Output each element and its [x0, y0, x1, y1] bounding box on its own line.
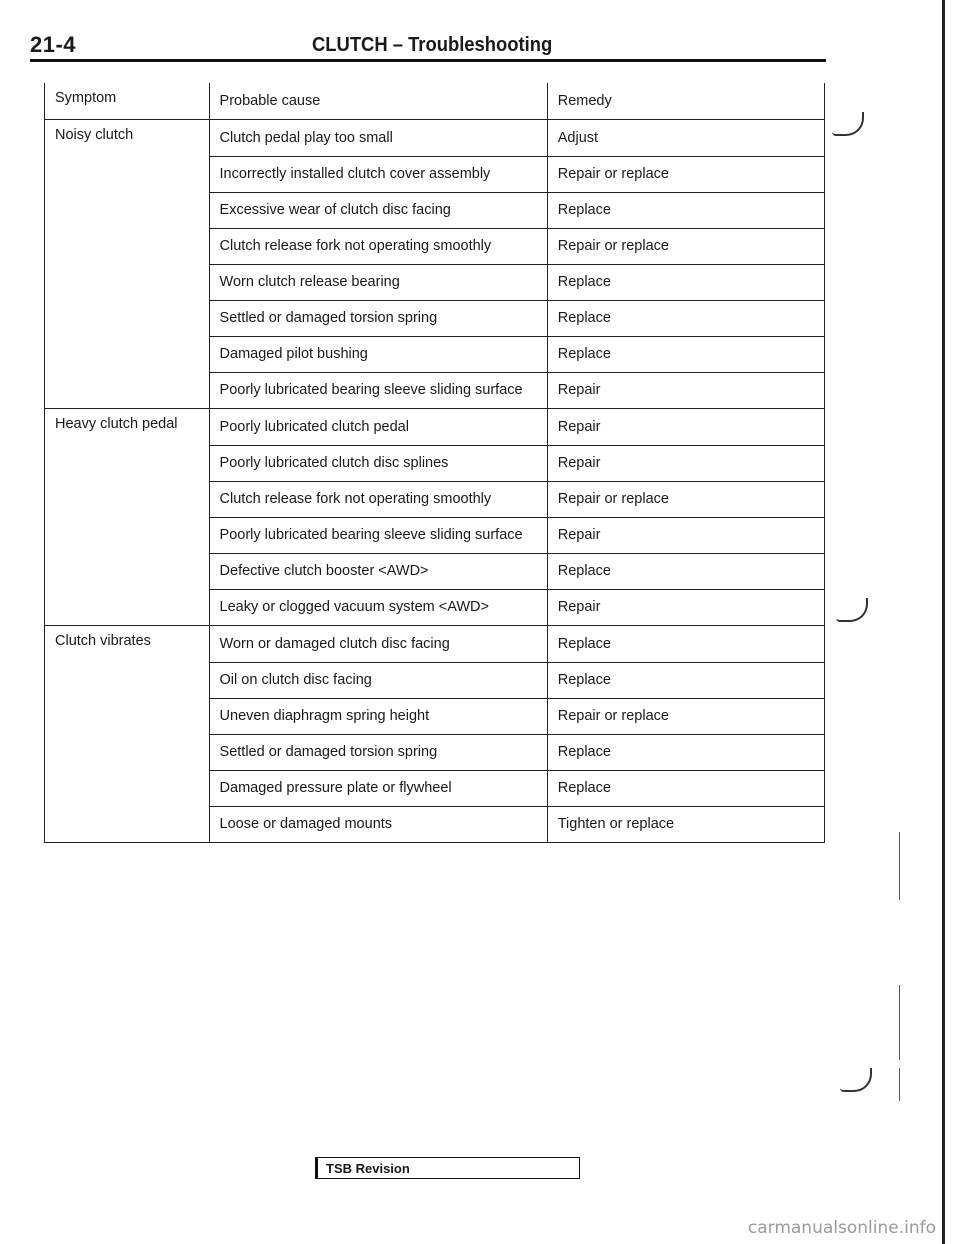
tsb-revision-box: TSB Revision — [315, 1157, 580, 1179]
troubleshooting-table — [44, 83, 825, 843]
remedy-cell: Replace — [547, 192, 824, 228]
table-row — [45, 734, 825, 770]
table-row — [45, 156, 825, 192]
margin-line — [899, 1068, 900, 1101]
column-header-remedy: Remedy — [547, 83, 824, 120]
symptom-cell — [45, 770, 210, 806]
table-row — [45, 589, 825, 626]
symptom-cell — [45, 192, 210, 228]
cause-cell: Worn or damaged clutch disc facing — [209, 626, 547, 663]
cause-cell: Damaged pressure plate or flywheel — [209, 770, 547, 806]
remedy-cell: Repair — [547, 372, 824, 409]
cause-cell: Defective clutch booster <AWD> — [209, 553, 547, 589]
troubleshooting-table-body — [45, 83, 825, 843]
remedy-cell: Replace — [547, 264, 824, 300]
cause-cell: Clutch release fork not operating smoothly — [209, 481, 547, 517]
remedy-cell: Replace — [547, 336, 824, 372]
symptom-cell: Clutch vibrates — [45, 626, 210, 663]
table-row — [45, 481, 825, 517]
table-row — [45, 120, 825, 157]
header-rule — [30, 59, 826, 62]
section-title: CLUTCH – Troubleshooting — [312, 34, 553, 56]
symptom-cell — [45, 445, 210, 481]
cause-cell: Loose or damaged mounts — [209, 806, 547, 843]
remedy-cell: Replace — [547, 734, 824, 770]
remedy-cell: Tighten or replace — [547, 806, 824, 843]
margin-mark — [836, 598, 868, 622]
column-header-cause: Probable cause — [209, 83, 547, 120]
cause-cell: Excessive wear of clutch disc facing — [209, 192, 547, 228]
cause-cell: Uneven diaphragm spring height — [209, 698, 547, 734]
symptom-cell — [45, 553, 210, 589]
table-row — [45, 228, 825, 264]
remedy-cell: Replace — [547, 300, 824, 336]
table-row — [45, 662, 825, 698]
cause-cell: Oil on clutch disc facing — [209, 662, 547, 698]
table-row — [45, 445, 825, 481]
remedy-cell: Replace — [547, 626, 824, 663]
symptom-cell — [45, 698, 210, 734]
margin-mark — [832, 112, 864, 136]
remedy-cell: Repair — [547, 517, 824, 553]
symptom-cell — [45, 264, 210, 300]
table-row — [45, 372, 825, 409]
table-row — [45, 336, 825, 372]
table-row — [45, 806, 825, 843]
cause-cell: Clutch pedal play too small — [209, 120, 547, 157]
symptom-cell — [45, 336, 210, 372]
margin-line — [899, 985, 900, 1060]
margin-line — [899, 832, 900, 900]
cause-cell: Damaged pilot bushing — [209, 336, 547, 372]
cause-cell: Settled or damaged torsion spring — [209, 300, 547, 336]
remedy-cell: Repair or replace — [547, 156, 824, 192]
cause-cell: Poorly lubricated bearing sleeve sliding surface — [209, 517, 547, 553]
cause-cell: Poorly lubricated clutch disc splines — [209, 445, 547, 481]
remedy-cell: Repair — [547, 445, 824, 481]
table-row — [45, 698, 825, 734]
remedy-cell: Replace — [547, 553, 824, 589]
right-edge-rule — [942, 0, 945, 1244]
cause-cell: Settled or damaged torsion spring — [209, 734, 547, 770]
remedy-cell: Adjust — [547, 120, 824, 157]
table-row — [45, 553, 825, 589]
cause-cell: Incorrectly installed clutch cover assembly — [209, 156, 547, 192]
table-row — [45, 192, 825, 228]
remedy-cell: Repair or replace — [547, 698, 824, 734]
remedy-cell: Replace — [547, 770, 824, 806]
troubleshooting-table-wrap — [44, 83, 825, 843]
symptom-cell — [45, 481, 210, 517]
symptom-cell — [45, 806, 210, 843]
symptom-cell: Noisy clutch — [45, 120, 210, 157]
table-row — [45, 409, 825, 446]
symptom-cell — [45, 662, 210, 698]
symptom-cell — [45, 156, 210, 192]
symptom-cell — [45, 372, 210, 409]
table-row — [45, 300, 825, 336]
margin-mark — [840, 1068, 872, 1092]
symptom-cell — [45, 734, 210, 770]
cause-cell: Poorly lubricated bearing sleeve sliding surface — [209, 372, 547, 409]
cause-cell: Clutch release fork not operating smoothly — [209, 228, 547, 264]
cause-cell: Poorly lubricated clutch pedal — [209, 409, 547, 446]
table-row — [45, 770, 825, 806]
symptom-cell — [45, 228, 210, 264]
table-row — [45, 626, 825, 663]
cause-cell: Worn clutch release bearing — [209, 264, 547, 300]
remedy-cell: Repair or replace — [547, 228, 824, 264]
table-row — [45, 517, 825, 553]
symptom-cell: Heavy clutch pedal — [45, 409, 210, 446]
remedy-cell: Replace — [547, 662, 824, 698]
remedy-cell: Repair or replace — [547, 481, 824, 517]
page-number: 21-4 — [30, 32, 77, 57]
symptom-cell — [45, 589, 210, 626]
symptom-cell — [45, 517, 210, 553]
table-row — [45, 264, 825, 300]
remedy-cell: Repair — [547, 409, 824, 446]
column-header-symptom: Symptom — [45, 83, 210, 120]
remedy-cell: Repair — [547, 589, 824, 626]
symptom-cell — [45, 300, 210, 336]
table-header-row — [45, 83, 825, 120]
watermark: carmanualsonline.info — [747, 1218, 936, 1238]
cause-cell: Leaky or clogged vacuum system <AWD> — [209, 589, 547, 626]
